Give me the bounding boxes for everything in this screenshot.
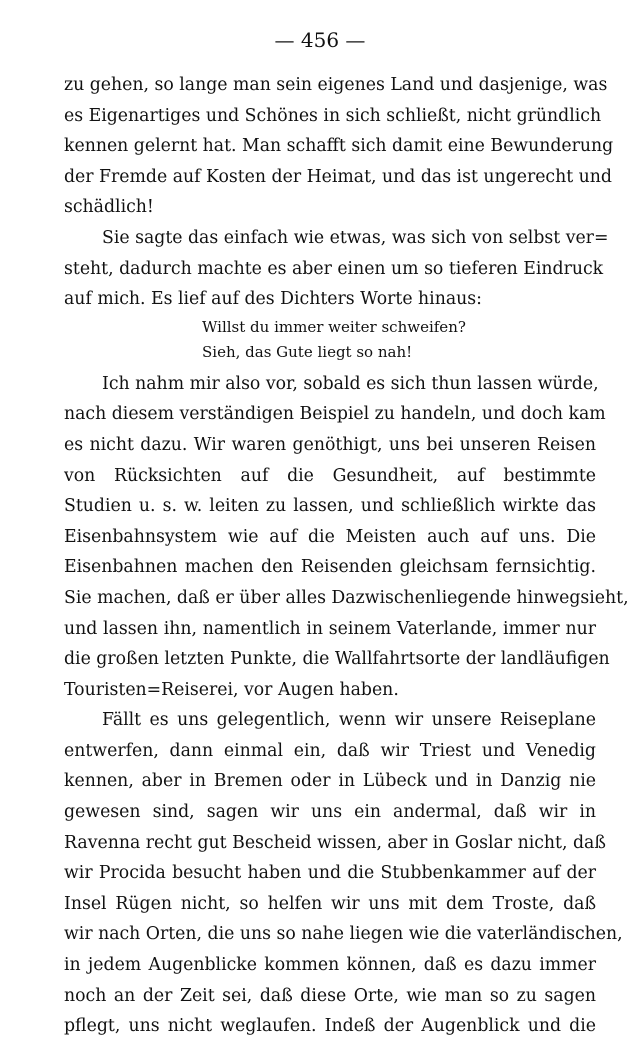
paragraph [64, 369, 629, 706]
text-line: Ravenna recht gut Bescheid wissen, aber in Goslar nicht, daß [64, 832, 606, 853]
text-line: entwerfen, dann einmal ein, daß wir Triest und Venedig [64, 740, 596, 761]
text-line: der Fremde auf Kosten der Heimat, und das ist ungerecht und [64, 166, 612, 187]
text-line: es Eigenartiges und Schönes in sich schließt, nicht gründlich [64, 105, 602, 126]
text-line: Insel Rügen nicht, so helfen wir uns mit dem Troste, daß [64, 893, 596, 914]
text-line: Sie sagte das einfach wie etwas, was sich von selbst ver= [102, 227, 609, 248]
text-line: Sie machen, daß er über alles Dazwischenliegende hinwegsieht, [64, 587, 629, 608]
text-line: in jedem Augenblicke kommen können, daß es dazu immer [64, 955, 596, 976]
text-line: nach diesem verständigen Beispiel zu handeln, und doch kam [64, 404, 606, 425]
page-body [64, 70, 629, 1042]
paragraph [64, 223, 609, 315]
text-line: Eisenbahnen machen den Reisenden gleichsam fernsichtig. [64, 557, 596, 578]
text-line: von Rücksichten auf die Gesundheit, auf bestimmte [64, 465, 596, 486]
verse-quote [64, 315, 596, 369]
text-line: steht, dadurch machte es aber einen um so tieferen Eindruck [64, 258, 604, 279]
verse-line: Sieh, das Gute liegt so nah! [202, 342, 413, 361]
text-line: gewesen sind, sagen wir uns ein andermal, daß wir in [64, 802, 596, 823]
verse-line: Willst du immer weiter schweifen? [202, 317, 466, 336]
text-line: Studien u. s. w. leiten zu lassen, und schließlich wirkte das [64, 496, 596, 517]
paragraph [64, 70, 614, 223]
text-line: Eisenbahnsystem wie auf die Meisten auch auf uns. Die [64, 526, 596, 547]
text-line: auf mich. Es lief auf des Dichters Worte hinaus: [64, 289, 482, 310]
text-line: Fällt es uns gelegentlich, wenn wir unsere Reiseplane [102, 710, 596, 731]
text-line: wir Procida besucht haben und die Stubbenkammer auf der [64, 863, 596, 884]
text-line: Ich nahm mir also vor, sobald es sich thun lassen würde, [102, 373, 599, 394]
text-line: wir nach Orten, die uns so nahe liegen wie die vaterländischen, [64, 924, 623, 945]
text-line: kennen gelernt hat. Man schafft sich damit eine Bewunderung [64, 136, 614, 157]
text-line: Touristen=Reiserei, vor Augen haben. [64, 679, 399, 700]
text-line: schädlich! [64, 197, 154, 218]
text-line: zu gehen, so lange man sein eigenes Land und dasjenige, was [64, 75, 608, 95]
text-line: und lassen ihn, namentlich in seinem Vaterlande, immer nur [64, 618, 596, 639]
text-line: kennen, aber in Bremen oder in Lübeck und in Danzig nie [64, 771, 596, 792]
page-number: — 456 — [274, 28, 366, 52]
text-line: pflegt, uns nicht weglaufen. Indeß der Augenblick und die [64, 1016, 596, 1037]
text-line: noch an der Zeit sei, daß diese Orte, wie man so zu sagen [64, 985, 596, 1006]
text-line: es nicht dazu. Wir waren genöthigt, uns bei unseren Reisen [64, 434, 596, 455]
paragraph [64, 705, 623, 1042]
text-line: die großen letzten Punkte, die Wallfahrtsorte der landläufigen [64, 649, 610, 670]
